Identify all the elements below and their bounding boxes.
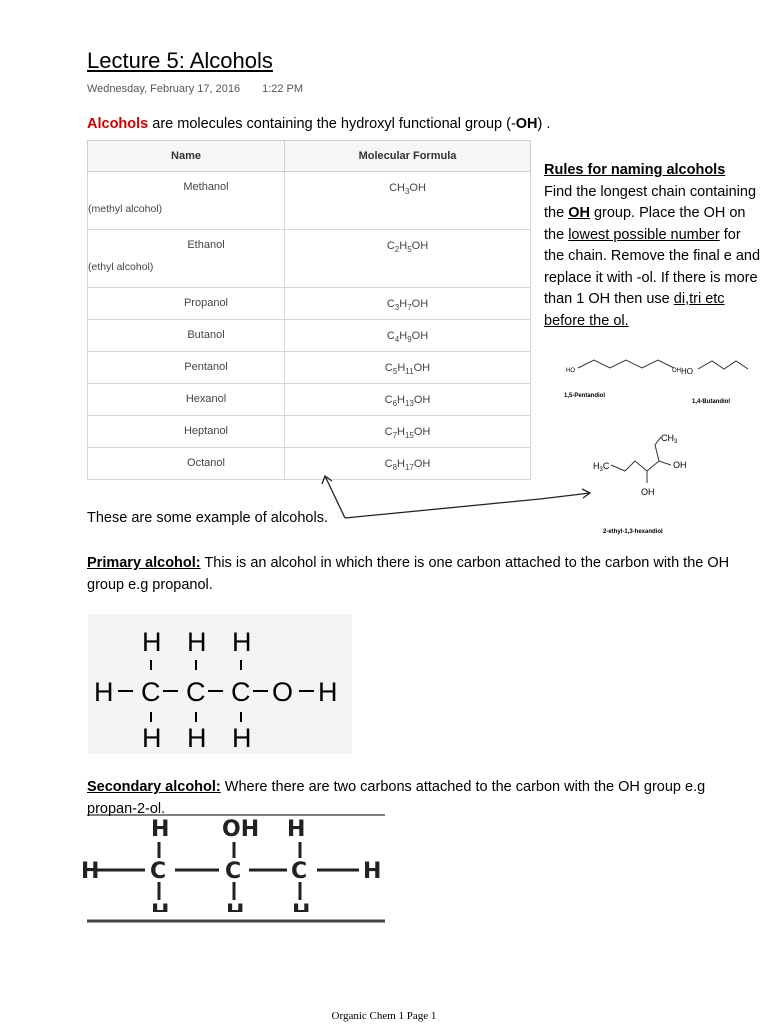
cell-name	[88, 416, 285, 448]
svg-text:H: H	[187, 627, 207, 657]
oh-label: OH	[673, 460, 687, 470]
svg-text:C: C	[141, 677, 161, 707]
table-row	[88, 320, 531, 352]
butandiol-structure	[678, 355, 768, 410]
table-row	[88, 416, 531, 448]
cell-name	[88, 384, 285, 416]
primary-text: This is an alcohol in which there is one carbon attached to the carbon with the OH group e.g propanol.	[87, 555, 730, 593]
alcohol-name: Ethanol	[187, 239, 225, 251]
propan-2-ol-top-row	[151, 817, 305, 842]
ch3-label: $CH_3$	[661, 433, 678, 445]
cell-formula: $C_3H_7OH$	[285, 288, 531, 320]
intro-sentence	[87, 116, 550, 132]
time-text: 1:22 PM	[262, 83, 304, 95]
svg-text:OH: OH	[222, 817, 260, 842]
page-title: Lecture 5: Alcohols	[87, 48, 273, 73]
alcohol-name: Propanol	[183, 297, 229, 309]
propanol-bottom-h-row	[142, 723, 252, 753]
hydroxyl-group: OH	[515, 116, 538, 132]
alcohol-name: Pentanol	[184, 361, 228, 373]
secondary-text: Where there are two carbons attached to the carbon with the OH group e.g propan-2-ol.	[87, 779, 706, 817]
rules-heading: Rules for naming alcohols	[544, 162, 726, 178]
svg-text:H: H	[318, 677, 338, 707]
alcohol-name: Octanol	[187, 457, 225, 469]
svg-text:H: H	[142, 627, 162, 657]
rules-text: for the chain. Remove the final e and replace it with -ol. If there is more than 1 OH then use	[544, 226, 761, 307]
propan-2-ol-structure	[81, 814, 385, 924]
table-header-row	[88, 141, 531, 172]
rules-text: group. Place the OH on the	[544, 205, 746, 243]
svg-text:C: C	[225, 859, 242, 884]
intro-text-after: ) .	[537, 116, 551, 132]
svg-text:C: C	[291, 859, 308, 884]
butandiol-chain	[698, 361, 748, 369]
cell-formula: $CH_3OH$	[285, 172, 531, 230]
svg-text:C: C	[231, 677, 251, 707]
svg-text:H: H	[363, 859, 382, 884]
svg-text:H: H	[142, 723, 162, 753]
cell-formula: $C_5H_{11}OH$	[285, 352, 531, 384]
svg-text:H: H	[81, 859, 100, 884]
cell-formula: $C_2H_5OH$	[285, 230, 531, 288]
pentandiol-structure	[560, 352, 690, 402]
examples-note: These are some example of alcohols.	[87, 510, 328, 526]
table-row	[88, 230, 531, 288]
propanol-top-h-row	[142, 627, 252, 657]
hexandiol-label: 2-ethyl-1,3-hexandiol	[603, 529, 663, 535]
alcohol-name: Heptanol	[183, 425, 229, 437]
propanol-structure	[88, 614, 352, 754]
cell-name	[88, 352, 285, 384]
oh-label: OH	[672, 368, 681, 374]
cell-name	[88, 320, 285, 352]
cell-formula: $C_4H_9OH$	[285, 320, 531, 352]
table-row	[88, 288, 531, 320]
svg-text:H: H	[287, 817, 306, 842]
pentandiol-chain	[578, 360, 674, 368]
cell-name	[88, 288, 285, 320]
naming-rules	[544, 160, 762, 332]
table-row	[88, 172, 531, 230]
svg-text:H: H	[232, 627, 252, 657]
alcohol-common-name: (methyl alcohol)	[88, 203, 163, 215]
date-text: Wednesday, February 17, 2016	[87, 83, 241, 95]
cell-formula: $C_8H_{17}OH$	[285, 448, 531, 480]
arrow-to-structure	[345, 493, 590, 518]
svg-text:H: H	[187, 723, 207, 753]
table-row	[88, 352, 531, 384]
rules-di-tri: di,tri etc before the ol.	[544, 291, 725, 329]
page-footer: Organic Chem 1 Page 1	[331, 1010, 437, 1022]
secondary-term: Secondary alcohol:	[87, 779, 221, 795]
svg-text:C: C	[186, 677, 206, 707]
svg-text:H: H	[232, 723, 252, 753]
col-header-formula: Molecular Formula	[285, 141, 531, 172]
oh-label: OH	[641, 487, 655, 497]
table-row	[88, 384, 531, 416]
intro-text-before: are molecules containing the hydroxyl functional group (-	[148, 116, 516, 132]
h3c-label: $H_3C$	[593, 461, 610, 473]
svg-text:C: C	[150, 859, 167, 884]
cell-name	[88, 230, 285, 288]
alcohol-name: Hexanol	[185, 393, 227, 405]
cell-name	[88, 448, 285, 480]
table-body	[88, 172, 531, 480]
rules-oh: OH	[568, 205, 590, 221]
rules-lowest-number: lowest possible number	[568, 226, 720, 243]
pentandiol-label: 1,5-Pentandiol	[564, 393, 606, 399]
arrow-to-table	[325, 476, 345, 518]
alcohol-name: Methanol	[183, 181, 229, 193]
rules-text: Find the longest chain containing the	[544, 183, 757, 221]
alcohol-common-name: (ethyl alcohol)	[88, 261, 154, 273]
ho-label: HO	[566, 368, 575, 374]
cell-formula: $C_7H_{15}OH$	[285, 416, 531, 448]
table-row	[88, 448, 531, 480]
primary-term: Primary alcohol:	[87, 555, 201, 571]
alcohols-term: Alcohols	[87, 116, 149, 132]
butandiol-label: 1,4-Butandiol	[692, 399, 731, 405]
cell-formula: $C_6H_{13}OH$	[285, 384, 531, 416]
svg-text:O: O	[272, 677, 294, 707]
col-header-name: Name	[88, 141, 285, 172]
alcohols-table	[87, 140, 531, 480]
hexandiol-chain	[611, 461, 671, 471]
page-date	[87, 83, 303, 95]
svg-text:H: H	[151, 817, 170, 842]
primary-alcohol-paragraph	[87, 552, 757, 596]
ho-label: HO	[681, 367, 693, 376]
alcohol-name: Butanol	[187, 329, 225, 341]
svg-text:H: H	[94, 677, 114, 707]
hexandiol-structure	[585, 425, 715, 540]
rules-body	[544, 182, 762, 333]
cell-name	[88, 172, 285, 230]
